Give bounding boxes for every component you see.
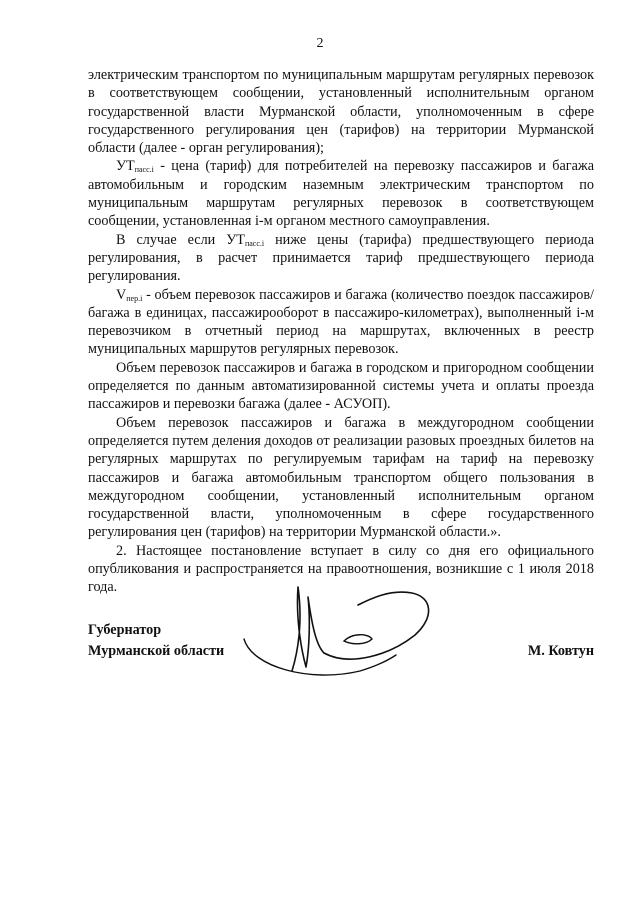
signatory-title xyxy=(88,620,224,662)
paragraph-tariff-definition xyxy=(88,157,594,230)
document-body xyxy=(88,66,594,597)
paragraph-entry-into-force: 2. Настоящее постановление вступает в силу со дня его официального опубликования и распространяется на правоотношения, возникшие с 1 июля 2018 года. xyxy=(88,542,594,596)
tariff-definition-text: - цена (тариф) для потребителей на перевозку пассажиров и багажа автомобильным и городским наземным электрическим транспортом по муниципальным маршрутам регулярных перевозок в соответствующем сообщении, установленная i-м органом местного самоуправления. xyxy=(88,158,594,230)
page-number: 2 xyxy=(316,36,324,51)
tariff-subscript: пасс.i xyxy=(134,165,154,175)
paragraph-intercity-volume: Объем перевозок пассажиров и багажа в междугородном сообщении определяется путем деления доходов от реализации разовых проездных билетов на регулярных маршрутах по регулируемым тарифам на тариф на перевозку пассажиров и багажа автомобильным транспортом общего пользования в междугородном сообщении, установленный исполнительным органом государственной власти, уполномоченным в сфере государственного регулирования цен (тарифов) на территории Мурманской области.». xyxy=(88,414,594,541)
previous-period-text-end: ниже цены (тарифа) предшествующего периода регулирования, в расчет принимается тариф предшествующего периода регулирования. xyxy=(88,231,594,285)
volume-symbol: V xyxy=(116,286,127,303)
signatory-name: М. Ковтун xyxy=(527,643,594,659)
paragraph-previous-period-rule xyxy=(88,231,594,286)
signatory-title-line1: Губернатор xyxy=(88,622,162,638)
paragraph-volume-definition xyxy=(88,286,594,359)
volume-definition-text: - объем перевозок пассажиров и багажа (количество поездок пассажиров/багажа в единицах, пассажирооборот в пассажиро-километрах), выполненный i-м перевозчиком в отчетный период на маршрутах, включенных в реестр муниципальных маршрутов регулярных перевозок. xyxy=(88,286,594,358)
paragraph-regulator-definition: электрическим транспортом по муниципальным маршрутам регулярных перевозок в соответствующем сообщении, установленный исполнительным органом государственной власти Мурманской области, уполномоченным в сфере государственного регулирования цен (тарифов) на территории Мурманской области (далее - орган регулирования); xyxy=(88,67,594,157)
paragraph-urban-volume: Объем перевозок пассажиров и багажа в городском и пригородном сообщении определяется по данным автоматизированной системы учета и оплаты проезда пассажиров и перевозки багажа (далее - АСУОП). xyxy=(88,359,594,413)
signatory-title-line2: Мурманской области xyxy=(88,643,225,659)
tariff-symbol: УТ xyxy=(116,158,135,175)
previous-period-text-start: В случае если УТ xyxy=(116,231,245,248)
volume-subscript: пер.i xyxy=(126,293,143,303)
previous-period-subscript: пасс.i xyxy=(244,238,265,248)
handwritten-signature xyxy=(240,575,470,685)
